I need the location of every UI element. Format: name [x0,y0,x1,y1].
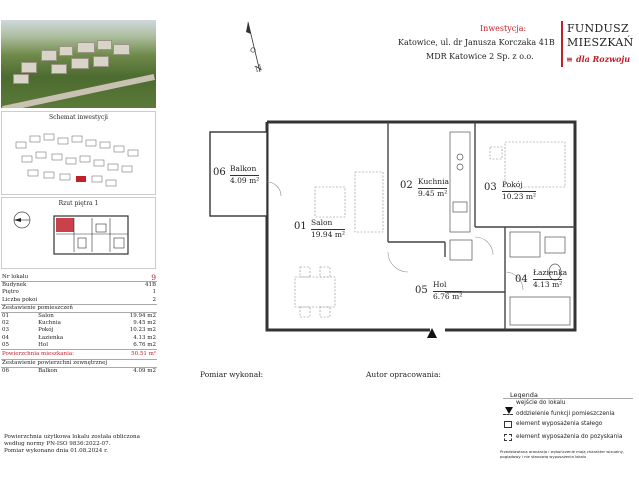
room-area: 10.23 m2 [129,327,156,334]
legend-title: Legenda [510,391,538,399]
legend-note [500,449,624,459]
room-area: 10.23 m² [502,192,536,201]
room-label: Hol [433,280,447,289]
investment-scheme [1,111,156,195]
floor-overview-title: Rzut piętra 1 [58,200,99,207]
north-label: N [253,63,264,74]
room-row [1,327,157,334]
footer-line: Powierzchnia użytkowa lokalu została obliczona [4,434,140,440]
room-label: Łazienka [533,268,568,277]
room-label: Balkon [230,164,257,173]
room-area: 4.09 m² [230,176,260,185]
room-area: 4.13 m² [533,280,563,289]
liczba-pokoi-label: Liczba pokoi [1,297,114,305]
room-row [1,335,157,342]
logo-line3-mark: ≡ [566,54,573,64]
legend-note-line: Przedstawiona aranżacja i wykończenie mają charakter wizualny, [500,449,625,454]
room-row [1,368,157,376]
room-name: Balkon [38,368,58,375]
room-label: Kuchnia [418,177,449,186]
budynek-label: Budynek [2,282,27,289]
room-number: 04 [515,274,528,285]
room-no: 02 [2,320,9,327]
aerial-photo [1,20,156,108]
floor-overview-plan [52,210,132,260]
room-area: 9.45 m2 [133,320,156,327]
room-label: Salon [311,218,333,227]
room-no: 04 [2,334,9,341]
room-no: 06 [2,368,9,375]
logo-line1: FUNDUSZ [567,22,629,35]
floor-plan [205,112,585,352]
room-area: 9.45 m² [418,189,448,198]
investment-label: Inwestycja: [480,24,527,33]
logo-line2: MIESZKAŃ [567,36,634,49]
room-number: 03 [484,182,497,193]
scheme-title: Schemat inwestycji [49,114,108,121]
room-row [1,320,157,327]
room-area: 4.13 m2 [133,334,156,341]
room-area: 19.94 m² [311,230,345,239]
room-number: 02 [400,180,413,191]
legend-divider [503,398,633,399]
total-area-value: 50.51 m² [114,350,157,360]
room-name: Łazienka [38,334,64,341]
zestawienie-label: Zestawienie pomieszczeń [1,304,157,312]
pietro-label: Piętro [2,289,19,296]
investment-address: Katowice, ul. dr Janusza Korczaka 41B [398,38,555,47]
investment-company: MDR Katowice 2 Sp. z o.o. [426,52,534,61]
legend-item: wejście do lokalu [516,400,566,406]
external-area-label: Zestawienie powierzchni zewnętrznej [1,360,157,368]
footer-line: Pomiar wykonano dnia 01.08.2024 r. [4,448,108,454]
room-row [1,313,157,321]
room-no: 05 [1,342,20,350]
room-label: Pokój [502,180,523,189]
legend-item: element wyposażenia stałego [516,421,603,427]
optional-equipment-icon [504,434,512,441]
room-number: 06 [213,167,226,178]
separator-icon [503,414,513,415]
logo-line3: dla Rozwoju [576,54,631,64]
autor-label: Autor opracowania: [366,370,441,379]
room-name: Kuchnia [38,320,61,327]
scheme-map [8,124,150,192]
room-name: Pokój [38,327,54,334]
room-number: 05 [415,285,428,296]
room-row [1,342,157,350]
fixed-equipment-icon [504,421,512,428]
room-name: Hol [20,342,114,350]
legend-item: element wyposażenia do pozyskania [516,434,623,440]
room-area: 6.76 m² [433,292,463,301]
room-no: 03 [2,327,9,334]
budynek-value: 41B [144,282,156,289]
legend-item: oddzielenie funkcji pomieszczenia [516,411,615,417]
room-area: 6.76 m2 [114,342,157,350]
room-area: 4.09 m2 [133,368,156,375]
nr-lokalu-label: Nr lokalu [1,274,114,282]
pietro-value: 1 [152,289,156,296]
footer-note [4,434,140,455]
total-area-label: Powierzchnia mieszkania: [1,350,114,360]
entrance-icon [505,400,513,419]
liczba-pokoi-value: 2 [114,297,157,305]
room-name: Salon [38,313,54,320]
legend-note-line: poglądowy i nie stanowią wyposażenia lokalu [500,454,587,459]
room-area: 19.94 m2 [129,313,156,320]
compass-icon [12,210,32,230]
nr-lokalu-value: 9 [114,274,157,282]
room-no: 01 [2,313,9,320]
room-number: 01 [294,221,307,232]
pomiar-label: Pomiar wykonał: [200,370,264,379]
logo-bar [561,21,563,67]
floor-overview [1,197,156,269]
apartment-info-table [1,274,157,375]
footer-line: według normy PN-ISO 9836:2022-07. [4,441,111,447]
